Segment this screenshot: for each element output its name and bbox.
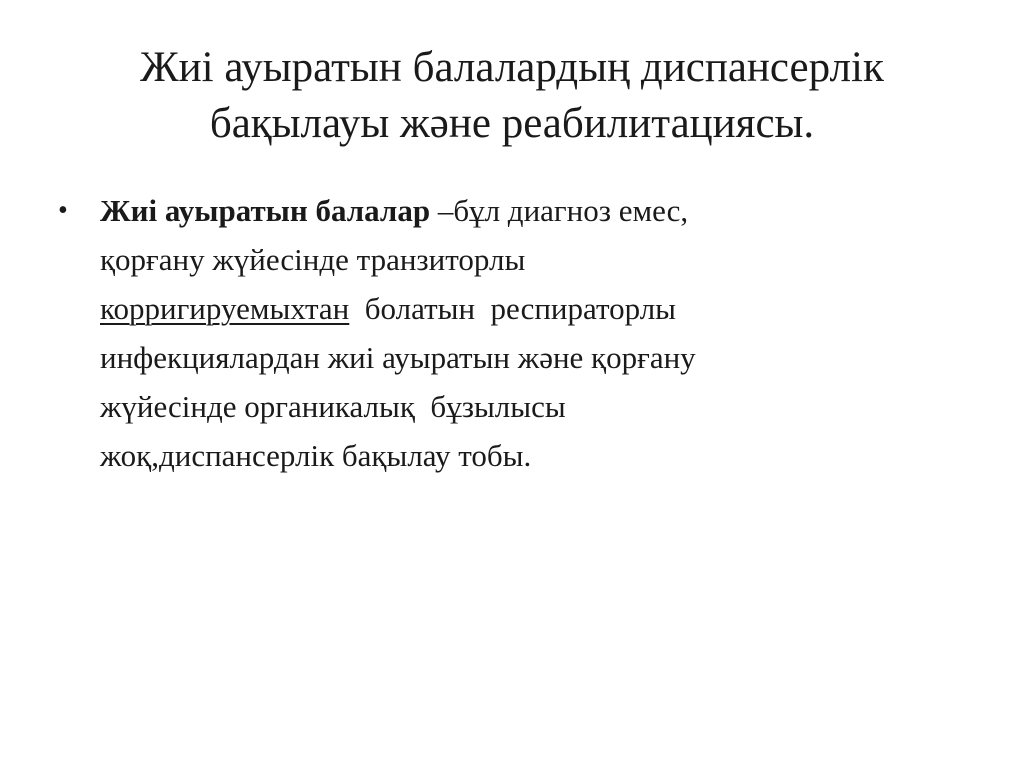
bullet-icon: • <box>58 195 68 226</box>
bullet-item <box>58 186 938 480</box>
bullet-line-3-text: болатын респираторлы <box>349 291 676 326</box>
bullet-line-6: жоқ,диспансерлік бақылау тобы. <box>100 438 532 473</box>
slide-body <box>58 186 938 480</box>
bullet-term: Жиі ауыратын балалар <box>100 193 431 228</box>
slide-title-line-2: бақылауы және реабилитациясы. <box>209 100 815 147</box>
bullet-line-1-text: –бұл диагноз емес, <box>430 193 689 228</box>
bullet-line-5: жүйесінде органикалық бұзылысы <box>100 389 566 424</box>
bullet-line-3 <box>100 284 938 333</box>
underlined-term: корригируемыхтан <box>100 291 350 326</box>
slide-title-line-1: Жиі ауыратын балалардың диспансерлік <box>140 44 884 91</box>
slide-title <box>40 40 984 152</box>
bullet-line-1 <box>100 186 938 235</box>
bullet-line-2: қорғану жүйесінде транзиторлы <box>100 242 526 277</box>
bullet-line-4: инфекциялардан жиі ауыратын және қорғану <box>100 340 696 375</box>
